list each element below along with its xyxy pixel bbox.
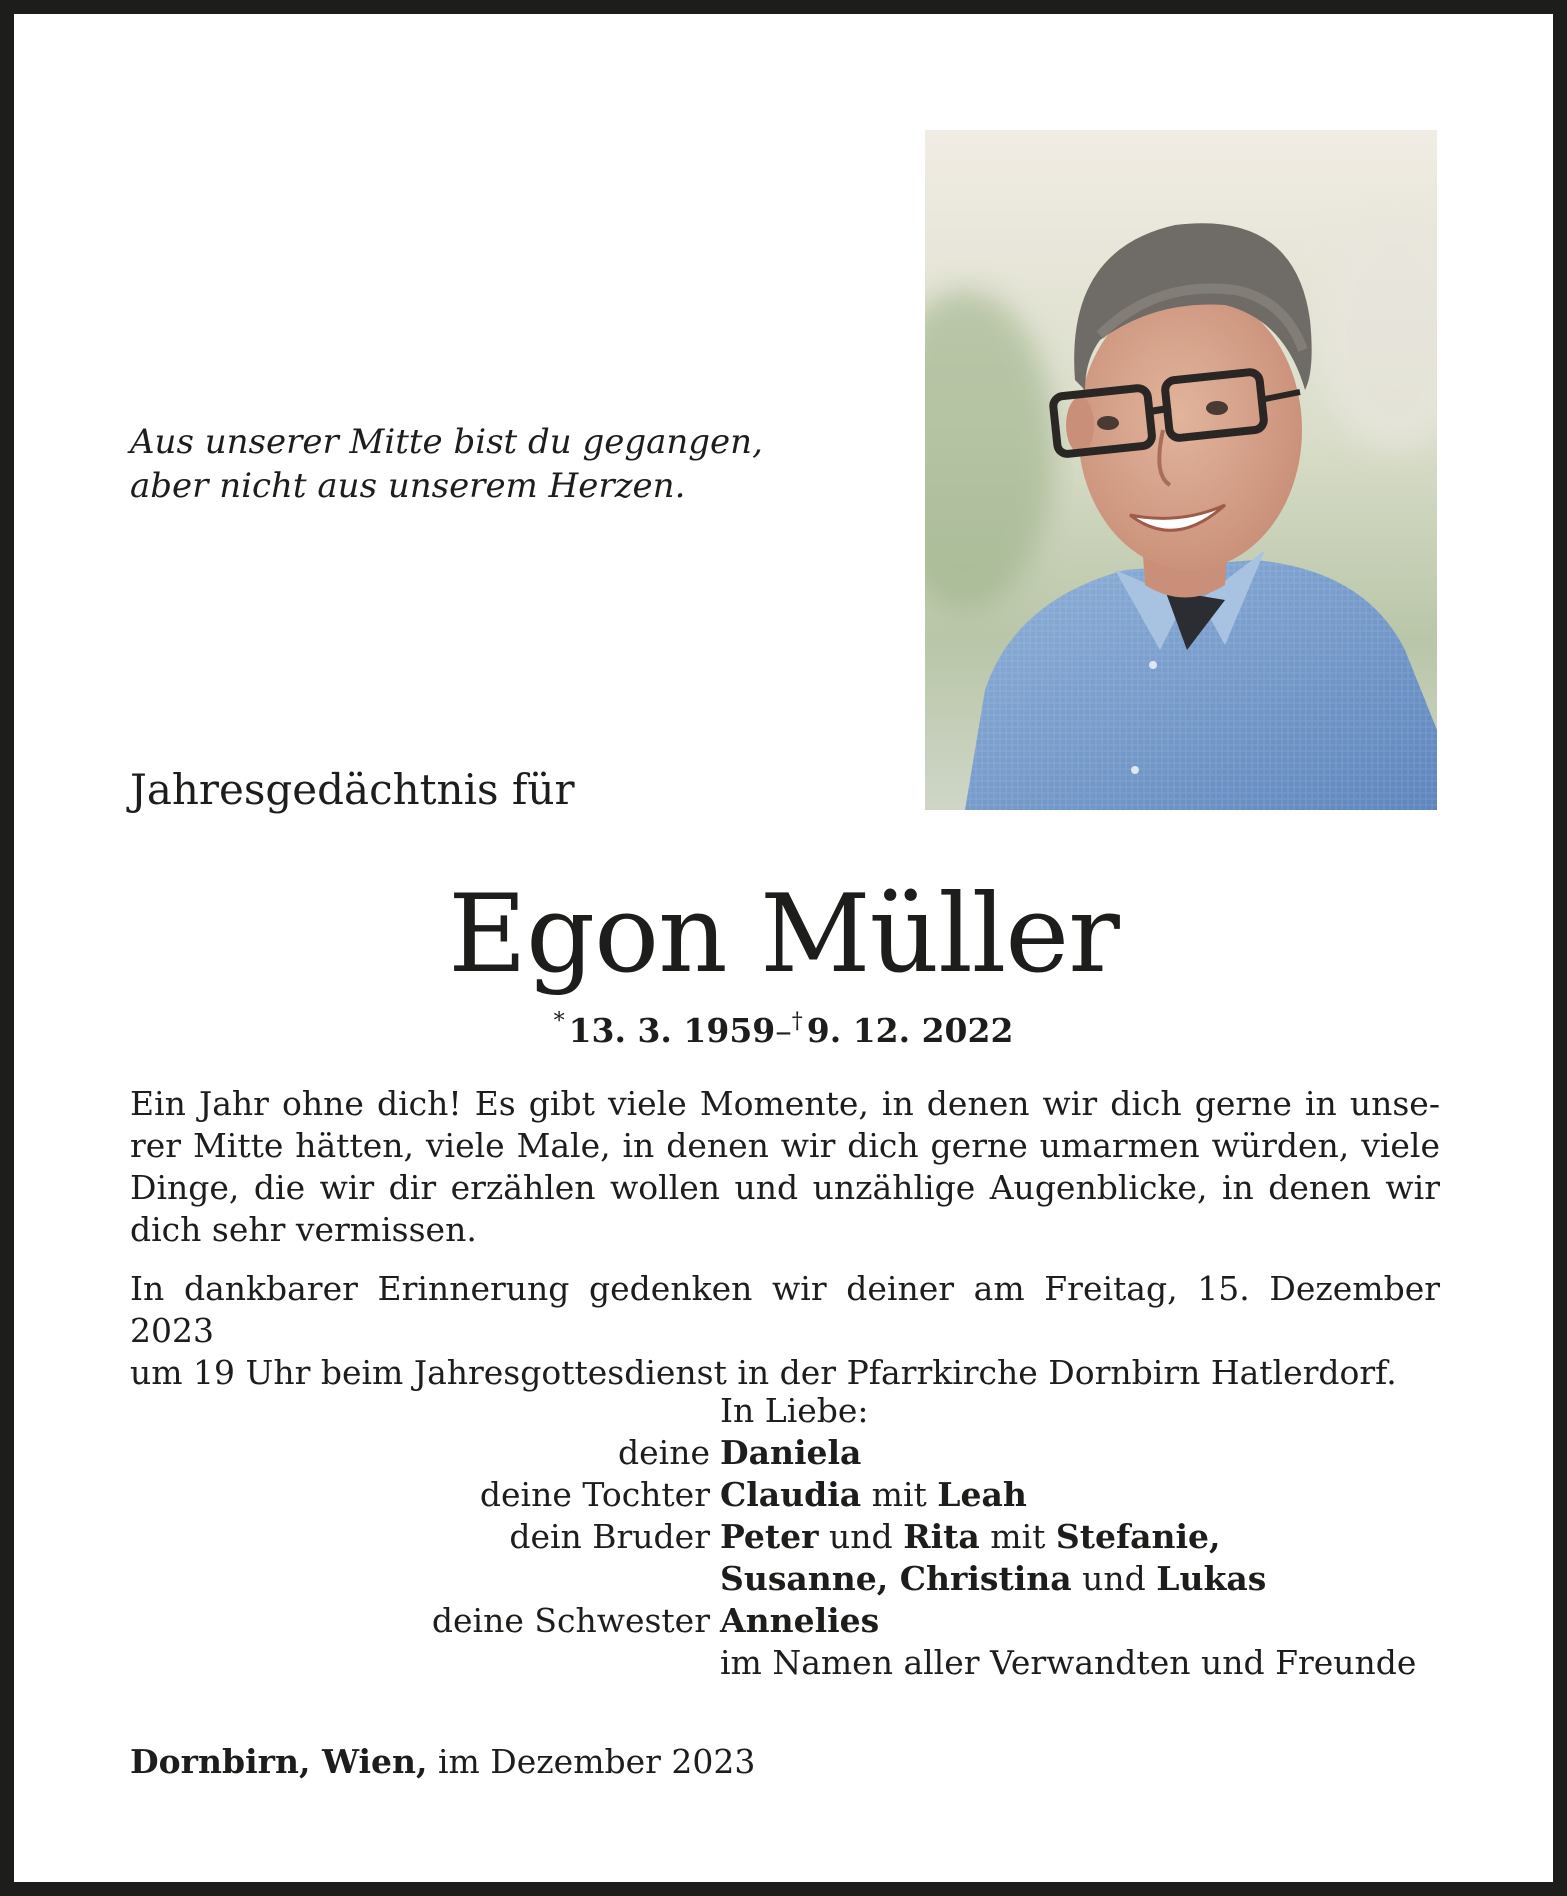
death-symbol: † (791, 1009, 803, 1034)
place-and-date (130, 1740, 755, 1784)
family-name: Stefanie, (1055, 1517, 1221, 1556)
family-name: Susanne, Christina (720, 1559, 1072, 1598)
quote-line-1: Aus unserer Mitte bist du gegangen, (130, 422, 763, 462)
date-separator: – (775, 1011, 792, 1050)
quote-line-2: aber nicht aus unserem Herzen. (130, 466, 686, 506)
signoff-heading: In Liebe: (720, 1391, 869, 1430)
life-dates (0, 1000, 1567, 1053)
relation-label: deine (618, 1433, 710, 1472)
family-name: Claudia (720, 1475, 862, 1514)
signoff-footer: im Namen aller Verwandten und Freunde (720, 1643, 1417, 1682)
birth-date: 13. 3. 1959 (568, 1011, 776, 1050)
conjunction: mit (979, 1517, 1056, 1556)
family-name: Daniela (720, 1433, 862, 1472)
signoff-row (130, 1516, 1440, 1558)
signoff-row (130, 1432, 1440, 1474)
signoff-row (130, 1600, 1440, 1642)
deceased-name: Egon Müller (448, 872, 1119, 997)
relation-label: deine Schwester (431, 1601, 710, 1640)
conjunction: und (1071, 1559, 1157, 1598)
birth-symbol: * (553, 1009, 565, 1034)
remembrance-paragraph: Ein Jahr ohne dich! Es gibt viele Momente, in denen wir dich gerne in unse-rer Mitte hätten, viele Male, in denen wir dich gerne umarmen würden, viele Dinge, die wir dir erzählen wollen und unzählige Augenblicke, in denen wir dich sehr vermissen. (130, 1084, 1440, 1249)
memorial-intro: Jahresgedächtnis für (130, 765, 575, 814)
memorial-quote (130, 420, 763, 508)
relation-label (130, 1558, 720, 1600)
relation-label: deine Tochter (479, 1475, 710, 1514)
family-name: Rita (903, 1517, 980, 1556)
family-name: Annelies (720, 1601, 880, 1640)
signoff-row (130, 1474, 1440, 1516)
relation-label: dein Bruder (509, 1517, 710, 1556)
family-name: Leah (937, 1475, 1027, 1514)
family-signoff (130, 1390, 1440, 1684)
portrait-photo (925, 130, 1437, 810)
death-date: 9. 12. 2022 (806, 1011, 1014, 1050)
family-name: Peter (720, 1517, 819, 1556)
date: im Dezember 2023 (427, 1742, 756, 1781)
conjunction: und (818, 1517, 904, 1556)
service-line-1: In dankbarer Erinnerung gedenken wir deiner am Freitag, 15. Dezember 2023 (130, 1269, 1440, 1350)
family-name: Lukas (1156, 1559, 1267, 1598)
conjunction: mit (861, 1475, 938, 1514)
place: Dornbirn, Wien, (130, 1742, 428, 1781)
signoff-row (130, 1558, 1440, 1600)
service-line-2: um 19 Uhr beim Jahresgottesdienst in der Pfarrkirche Dornbirn Hatlerdorf. (130, 1353, 1397, 1392)
service-announcement (130, 1268, 1440, 1394)
